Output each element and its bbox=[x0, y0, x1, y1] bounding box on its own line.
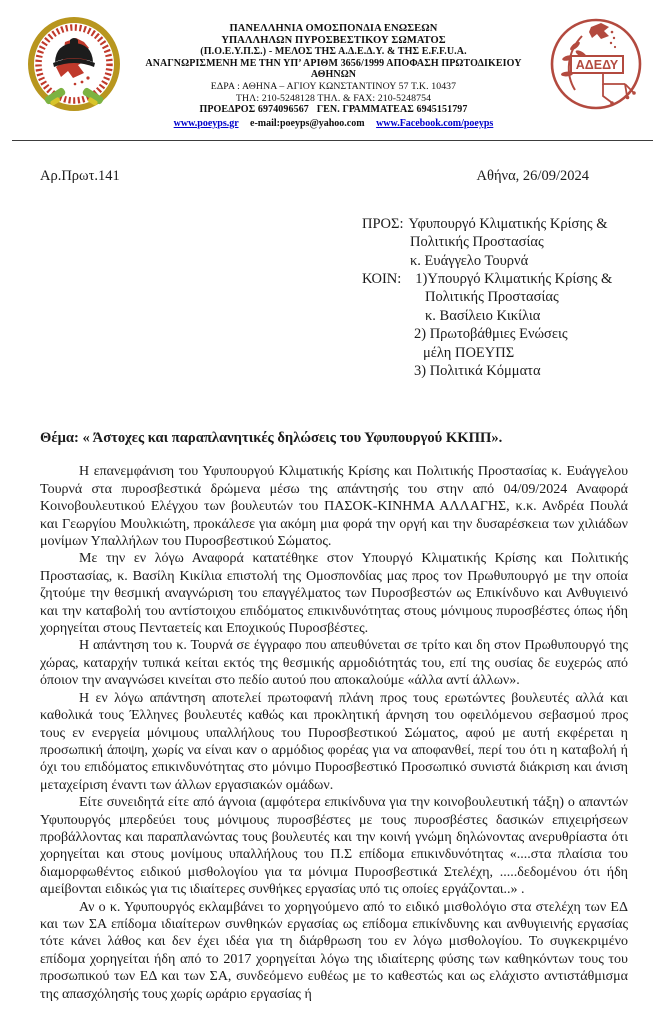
protocol-number: Αρ.Πρωτ.141 bbox=[40, 167, 120, 184]
adedy-label: ΑΔΕΔΥ bbox=[575, 58, 619, 72]
to-recipient-person: κ. Ευάγγελο Τουρνά bbox=[410, 252, 529, 269]
cc-item-2: 2) Πρωτοβάθμιες Ενώσεις bbox=[414, 326, 568, 343]
meta-row bbox=[40, 168, 589, 185]
letterhead-text bbox=[122, 16, 545, 129]
website-link[interactable]: www.poeyps.gr bbox=[173, 117, 239, 129]
cc-item-1-person: κ. Βασίλειο Κικίλια bbox=[425, 307, 541, 324]
to-line bbox=[362, 215, 665, 233]
paragraph: Αν ο κ. Υφυπουργός εκλαμβάνει το χορηγούμενο από το ειδικό μισθολόγιο στα στελέχη των ΕΔ και των ΣΑ επίδομα ιδιαίτερων συνθηκών εργασίας ως επίδομα επικίνδυνης και ανθυγιεινής εργασίας τότε κάνει λάθος και δεν έχει ιδέα για τη διάρθρωση του εν λόγω μισθολογίου. Το συγκεκριμένο επίδομα χορηγείται ήδη από το 2017 χορηγείται λόγω της ιδιαίτερης φύσης των καθηκόντων τους του προσωπικού των ΕΔ και των ΣΑ, συνδεόμενο ευθέως με το καθεστώς και ως ελάχιστο αντιστάθμισμα της απασχόλησής τους χωρίς ωράριο εργασίας ή bbox=[40, 899, 628, 1002]
email-address: e-mail:poeyps@yahoo.com bbox=[250, 117, 365, 129]
cc-item-3: 3) Πολιτικά Κόμματα bbox=[414, 363, 541, 379]
cc-item-2-cont: μέλη ΠΟΕΥΠΣ bbox=[423, 344, 515, 361]
paragraph: Με την εν λόγω Αναφορά κατατέθηκε στον Υπουργό Κλιματικής Κρίσης και Πολιτικής Προστασίας, κ. Βασίλη Κικίλια επιστολή της Ομοσπονδίας μας προς τον Πρωθυπουργό με την οποία ζητούμε την θεσμική αναγνώριση του επαγγέλματος των Πυροσβεστών ως Επικίνδυνο και Ανθυγιεινό και την καταβολή του αντίστοιχου επιδόματος επικινδυνότητας στους μόνιμους πυροσβέστες όπως ήδη χορηγείται στους Πενταετείς και Εποχικούς Πυροσβέστες. bbox=[40, 551, 628, 637]
header-divider bbox=[12, 140, 653, 141]
cc-item-1-cont: Πολιτικής Προστασίας bbox=[425, 289, 559, 306]
recipients-block bbox=[362, 215, 665, 381]
org-membership: (Π.Ο.Ε.Υ.Π.Σ.) - ΜΕΛΟΣ ΤΗΣ Α.Δ.Ε.Δ.Υ. & ΤΗΣ E.F.F.U.A. bbox=[200, 46, 467, 58]
adedy-emblem-icon bbox=[545, 16, 647, 117]
letterhead bbox=[0, 0, 665, 129]
to-recipient: Υφυπουργό Κλιματικής Κρίσης & bbox=[408, 215, 608, 232]
facebook-link[interactable]: www.Facebook.com/poeyps bbox=[376, 117, 494, 129]
org-phone-fax: ΤΗΛ: 210-5248128 ΤΗΛ. & FAX: 210-5248754 bbox=[235, 92, 432, 104]
org-recognition: ΑΝΑΓΝΩΡΙΣΜΕΝΗ ΜΕ ΤΗΝ ΥΠ’ ΑΡΙΘΜ 3656/1999 ΑΠΟΦΑΣΗ ΠΡΩΤΟΔΙΚΕΙΟΥ ΑΘΗΝΩΝ bbox=[145, 57, 524, 81]
to-label: ΠΡΟΣ: bbox=[362, 215, 404, 232]
to-recipient-cont: Πολιτικής Προστασίας bbox=[410, 234, 544, 251]
date-place: Αθήνα, 26/09/2024 bbox=[476, 167, 589, 184]
org-address: ΕΔΡΑ : ΑΘΗΝΑ – ΑΓΙΟΥ ΚΩΝΣΤΑΝΤΙΝΟΥ 57 Τ.Κ. 10437 bbox=[210, 80, 457, 92]
contact-links-row bbox=[122, 118, 545, 129]
paragraph: Η απάντηση του κ. Τουρνά σε έγγραφο που απευθύνεται σε τρίτο και δη στον Πρωθυπουργό της χώρας, καταρχήν τυπικά κείται εκτός της θεσμικής αρμοδιότητάς του, επί της ουσίας δε ευχερώς από όποιον την αναγνώσει κινείται στο πεδίο αυτού που αποκαλούμε «άλλα αντί άλλων». bbox=[40, 638, 628, 689]
subject-line: Θέμα: « Άστοχες και παραπλανητικές δηλώσεις του Υφυπουργού ΚΚΠΠ». bbox=[40, 430, 503, 447]
cc-item-1: 1)Υπουργό Κλιματικής Κρίσης & bbox=[415, 270, 613, 287]
org-name-line2: ΥΠΑΛΛΗΛΩΝ ΠΥΡΟΣΒΕΣΤΙΚΟΥ ΣΩΜΑΤΟΣ bbox=[221, 34, 446, 46]
paragraph: Η εν λόγω απάντηση αποτελεί πρωτοφανή πλάνη προς τους ερωτώντες βουλευτές αλλά και καθολικά τους Έλληνες βουλευτές καθώς και προκλητική άρνηση του οφειλόμενου σεβασμού προς τους εν ενεργεία μόνιμους υπαλλήλους του Πυροσβεστικού Σώματος, αφού με αυτή εκφέρεται η προσωπική άποψη, χωρίς να είναι καν ο αρμόδιος φορέας για να αποφανθεί, περί του ότι η καταβολή ή όχι του επιδόματος επικινδυνότητας στο μόνιμο Πυροσβεστικό Προσωπικό συνιστά διάκριση και άνιση μεταχείριση έναντι των άλλων εργασιακών ομάδων. bbox=[40, 690, 628, 793]
org-name-line1: ΠΑΝΕΛΛΗΝΙΑ ΟΜΟΣΠΟΝΔΙΑ ΕΝΩΣΕΩΝ bbox=[229, 23, 438, 34]
paragraph: Είτε συνειδητά είτε από άγνοια (αμφότερα επικίνδυνα για την κοινοβουλευτική τάξη) ο απαντών Υφυπουργός μπερδεύει τους μόνιμους πυροσβέστες με τους πυροσβέστες δασικών επιχειρήσεων προβάλλοντας και παραπλανώντας τους βουλευτές και την κοινή γνώμη δηλώνοντας ανερυθρίαστα ότι χορηγείται και στους μονίμους υπαλλήλους του Π.Σ επίδομα επικινδυνότητας «....στα πλαίσια του διαμορφωθέντος ειδικού μισθολογίου για τα μόνιμα Πυροσβεστικά Στελέχη, .....δεδομένου ότι ήδη αμείβονται ειδικώς για τις ιδιαίτερες συνθήκες εργασίας υπό τις οποίες εργάζονται..» . bbox=[40, 795, 628, 898]
poeyps-emblem-icon bbox=[26, 16, 122, 121]
cc-label: ΚΟΙΝ: bbox=[362, 270, 402, 287]
org-officials: ΠΡΟΕΔΡΟΣ 6974096567 ΓΕΝ. ΓΡΑΜΜΑΤΕΑΣ 6945151797 bbox=[199, 104, 468, 116]
letter-body bbox=[40, 463, 628, 1003]
paragraph: Η επανεμφάνιση του Υφυπουργού Κλιματικής Κρίσης και Πολιτικής Προστασίας κ. Ευάγγελου Τουρνά στα πυροσβεστικά δρώμενα μέσω της απάντησής του στην από 04/09/2024 Αναφορά Κοινοβουλευτικού Ελέγχου των βουλευτών του ΠΑΣΟΚ-ΚΙΝΗΜΑ ΑΛΛΑΓΗΣ, κ.κ. Ανδρέα Πουλά και Γεωργίου Μουλκιώτη, προκάλεσε για ακόμη μια φορά την οργή και την δυσαρέσκεια των χιλιάδων μονίμων Υπαλλήλων του Πυροσβεστικού Σώματος. bbox=[40, 464, 628, 550]
cc-line bbox=[362, 270, 665, 288]
